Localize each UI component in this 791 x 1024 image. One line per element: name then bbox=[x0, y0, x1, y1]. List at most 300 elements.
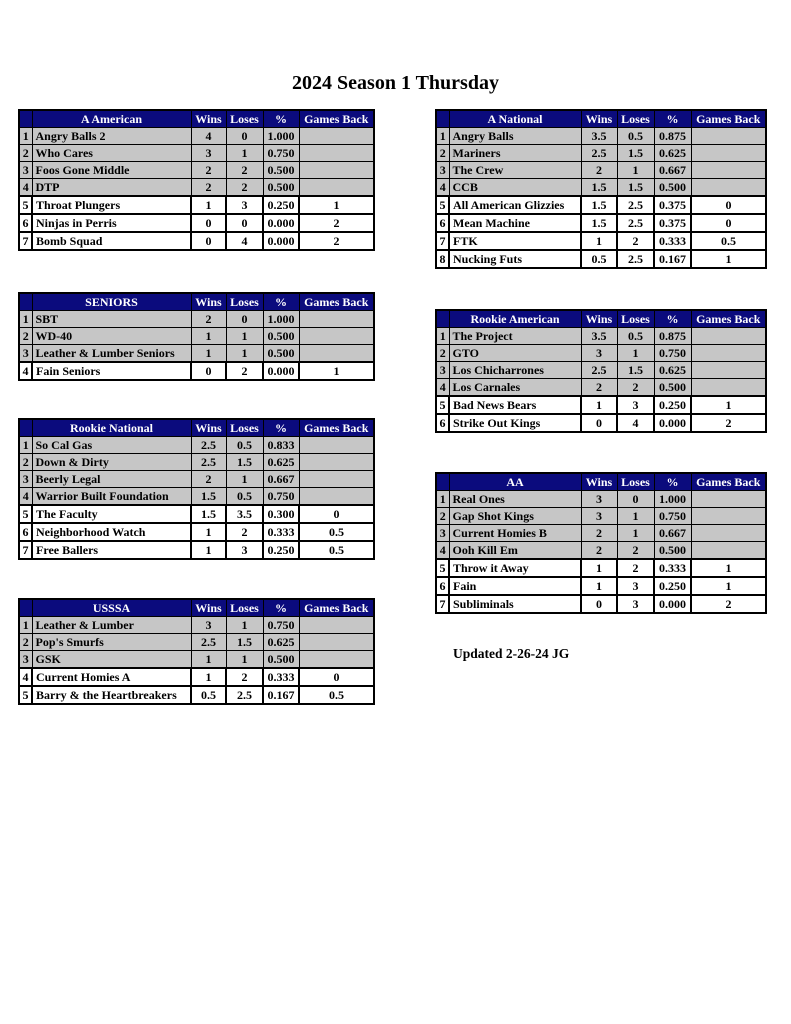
team-name-cell: CCB bbox=[449, 179, 581, 197]
team-name-cell: Mariners bbox=[449, 145, 581, 162]
team-row bbox=[19, 523, 374, 541]
loses-column-header: Loses bbox=[226, 599, 263, 617]
games-back-cell: 1 bbox=[299, 196, 374, 214]
wins-cell: 1 bbox=[191, 541, 226, 559]
team-name-cell: Foos Gone Middle bbox=[32, 162, 191, 179]
team-name-cell: Current Homies A bbox=[32, 668, 191, 686]
rank-cell: 4 bbox=[19, 362, 32, 380]
standings-table-aa bbox=[435, 472, 767, 614]
wins-cell: 1 bbox=[191, 668, 226, 686]
loses-cell: 1.5 bbox=[617, 179, 654, 197]
rank-cell: 6 bbox=[19, 214, 32, 232]
loses-cell: 3 bbox=[617, 396, 654, 414]
team-row bbox=[436, 379, 766, 397]
rank-cell: 4 bbox=[436, 379, 449, 397]
team-row bbox=[19, 668, 374, 686]
pct-cell: 0.167 bbox=[654, 250, 691, 268]
wins-cell: 1 bbox=[191, 345, 226, 363]
games-back-cell: 1 bbox=[691, 396, 766, 414]
team-row bbox=[436, 196, 766, 214]
games-back-cell: 1 bbox=[691, 250, 766, 268]
rank-column-header bbox=[436, 310, 449, 328]
loses-cell: 2 bbox=[226, 668, 263, 686]
games-back-cell bbox=[691, 179, 766, 197]
wins-cell: 1.5 bbox=[581, 179, 617, 197]
games-back-cell: 1 bbox=[299, 362, 374, 380]
pct-cell: 0.500 bbox=[263, 345, 299, 363]
team-row bbox=[436, 145, 766, 162]
team-name-cell: The Faculty bbox=[32, 505, 191, 523]
games-back-cell bbox=[299, 488, 374, 506]
rank-cell: 3 bbox=[19, 471, 32, 488]
rank-column-header bbox=[19, 293, 32, 311]
wins-cell: 1 bbox=[581, 232, 617, 250]
rank-cell: 4 bbox=[436, 179, 449, 197]
pct-cell: 0.667 bbox=[654, 525, 691, 542]
team-name-cell: Angry Balls 2 bbox=[32, 128, 191, 145]
wins-cell: 1 bbox=[191, 196, 226, 214]
pct-cell: 0.333 bbox=[263, 668, 299, 686]
team-row bbox=[436, 214, 766, 232]
loses-cell: 0 bbox=[226, 128, 263, 145]
loses-cell: 3.5 bbox=[226, 505, 263, 523]
loses-cell: 2 bbox=[617, 559, 654, 577]
standings-table-usssa bbox=[18, 598, 375, 705]
wins-cell: 2 bbox=[191, 162, 226, 179]
pct-cell: 0.750 bbox=[263, 488, 299, 506]
team-row bbox=[19, 454, 374, 471]
team-name-cell: Ninjas in Perris bbox=[32, 214, 191, 232]
loses-cell: 1 bbox=[617, 508, 654, 525]
rank-column-header bbox=[436, 473, 449, 491]
team-name-cell: Strike Out Kings bbox=[449, 414, 581, 432]
loses-cell: 1 bbox=[226, 617, 263, 634]
team-name-cell: Throw it Away bbox=[449, 559, 581, 577]
team-row bbox=[436, 162, 766, 179]
games-back-column-header: Games Back bbox=[299, 419, 374, 437]
team-row bbox=[436, 232, 766, 250]
games-back-column-header: Games Back bbox=[299, 293, 374, 311]
team-row bbox=[436, 577, 766, 595]
rank-cell: 2 bbox=[19, 454, 32, 471]
loses-cell: 1.5 bbox=[226, 454, 263, 471]
header-row bbox=[19, 293, 374, 311]
pct-cell: 0.000 bbox=[654, 414, 691, 432]
team-row bbox=[436, 250, 766, 268]
wins-cell: 4 bbox=[191, 128, 226, 145]
wins-column-header: Wins bbox=[191, 293, 226, 311]
pct-cell: 0.000 bbox=[654, 595, 691, 613]
team-name-cell: Leather & Lumber bbox=[32, 617, 191, 634]
games-back-cell: 2 bbox=[299, 232, 374, 250]
team-name-cell: All American Glizzies bbox=[449, 196, 581, 214]
team-name-cell: Bomb Squad bbox=[32, 232, 191, 250]
rank-cell: 3 bbox=[436, 525, 449, 542]
loses-cell: 3 bbox=[226, 541, 263, 559]
rank-cell: 7 bbox=[19, 541, 32, 559]
loses-cell: 2 bbox=[617, 379, 654, 397]
pct-column-header: % bbox=[654, 110, 691, 128]
team-row bbox=[436, 362, 766, 379]
league-name-header: Rookie National bbox=[32, 419, 191, 437]
pct-cell: 0.833 bbox=[263, 437, 299, 454]
wins-column-header: Wins bbox=[191, 599, 226, 617]
pct-cell: 0.500 bbox=[263, 162, 299, 179]
wins-cell: 0 bbox=[191, 362, 226, 380]
loses-cell: 0.5 bbox=[226, 437, 263, 454]
loses-column-header: Loses bbox=[226, 419, 263, 437]
team-name-cell: Barry & the Heartbreakers bbox=[32, 686, 191, 704]
loses-cell: 1 bbox=[617, 525, 654, 542]
rank-cell: 4 bbox=[436, 542, 449, 560]
wins-cell: 1.5 bbox=[191, 488, 226, 506]
standings-table-a-national bbox=[435, 109, 767, 269]
team-row bbox=[436, 345, 766, 362]
rank-cell: 4 bbox=[19, 668, 32, 686]
games-back-cell: 1 bbox=[691, 577, 766, 595]
team-row bbox=[19, 196, 374, 214]
team-row bbox=[19, 328, 374, 345]
wins-cell: 0 bbox=[191, 232, 226, 250]
team-row bbox=[19, 162, 374, 179]
games-back-cell: 0.5 bbox=[691, 232, 766, 250]
loses-cell: 1.5 bbox=[617, 145, 654, 162]
team-row bbox=[19, 505, 374, 523]
team-name-cell: FTK bbox=[449, 232, 581, 250]
wins-cell: 0 bbox=[581, 595, 617, 613]
games-back-cell bbox=[691, 379, 766, 397]
pct-cell: 0.333 bbox=[263, 523, 299, 541]
wins-cell: 2 bbox=[581, 525, 617, 542]
team-name-cell: Fain Seniors bbox=[32, 362, 191, 380]
loses-cell: 1 bbox=[617, 162, 654, 179]
team-row bbox=[19, 214, 374, 232]
loses-cell: 1 bbox=[226, 471, 263, 488]
games-back-column-header: Games Back bbox=[691, 110, 766, 128]
wins-cell: 2 bbox=[191, 179, 226, 197]
team-name-cell: DTP bbox=[32, 179, 191, 197]
loses-cell: 2 bbox=[226, 162, 263, 179]
loses-column-header: Loses bbox=[617, 110, 654, 128]
pct-column-header: % bbox=[263, 419, 299, 437]
team-name-cell: SBT bbox=[32, 311, 191, 328]
games-back-cell bbox=[691, 128, 766, 145]
loses-cell: 2 bbox=[226, 179, 263, 197]
wins-cell: 2.5 bbox=[581, 362, 617, 379]
loses-cell: 1 bbox=[226, 651, 263, 669]
team-name-cell: Los Carnales bbox=[449, 379, 581, 397]
pct-cell: 1.000 bbox=[263, 128, 299, 145]
team-row bbox=[19, 362, 374, 380]
pct-column-header: % bbox=[263, 293, 299, 311]
wins-cell: 2.5 bbox=[191, 454, 226, 471]
team-row bbox=[436, 542, 766, 560]
games-back-cell bbox=[691, 362, 766, 379]
wins-column-header: Wins bbox=[581, 310, 617, 328]
games-back-cell bbox=[691, 525, 766, 542]
pct-cell: 0.167 bbox=[263, 686, 299, 704]
wins-cell: 0 bbox=[581, 414, 617, 432]
rank-cell: 6 bbox=[436, 577, 449, 595]
rank-cell: 6 bbox=[436, 214, 449, 232]
loses-cell: 2 bbox=[617, 232, 654, 250]
team-row bbox=[436, 559, 766, 577]
loses-cell: 0.5 bbox=[617, 328, 654, 345]
pct-cell: 0.750 bbox=[654, 345, 691, 362]
pct-cell: 0.250 bbox=[654, 396, 691, 414]
team-name-cell: Pop's Smurfs bbox=[32, 634, 191, 651]
rank-cell: 7 bbox=[436, 595, 449, 613]
games-back-cell bbox=[299, 471, 374, 488]
games-back-cell: 0.5 bbox=[299, 541, 374, 559]
wins-cell: 3.5 bbox=[581, 128, 617, 145]
games-back-cell: 2 bbox=[691, 595, 766, 613]
wins-column-header: Wins bbox=[191, 419, 226, 437]
games-back-cell: 0 bbox=[299, 505, 374, 523]
team-row bbox=[19, 617, 374, 634]
wins-cell: 1 bbox=[191, 651, 226, 669]
pct-cell: 0.000 bbox=[263, 232, 299, 250]
loses-column-header: Loses bbox=[617, 473, 654, 491]
rank-cell: 7 bbox=[436, 232, 449, 250]
wins-cell: 1 bbox=[191, 523, 226, 541]
loses-cell: 2 bbox=[226, 523, 263, 541]
team-name-cell: Leather & Lumber Seniors bbox=[32, 345, 191, 363]
team-row bbox=[436, 328, 766, 345]
rank-cell: 4 bbox=[19, 488, 32, 506]
team-row bbox=[19, 488, 374, 506]
team-name-cell: Throat Plungers bbox=[32, 196, 191, 214]
team-name-cell: Mean Machine bbox=[449, 214, 581, 232]
team-name-cell: GSK bbox=[32, 651, 191, 669]
games-back-cell bbox=[691, 145, 766, 162]
loses-column-header: Loses bbox=[226, 293, 263, 311]
games-back-cell: 0.5 bbox=[299, 523, 374, 541]
pct-cell: 0.300 bbox=[263, 505, 299, 523]
rank-cell: 3 bbox=[19, 162, 32, 179]
loses-cell: 4 bbox=[617, 414, 654, 432]
team-row bbox=[436, 396, 766, 414]
loses-cell: 2 bbox=[617, 542, 654, 560]
wins-cell: 3.5 bbox=[581, 328, 617, 345]
pct-cell: 0.375 bbox=[654, 196, 691, 214]
games-back-cell: 0 bbox=[691, 214, 766, 232]
rank-cell: 3 bbox=[19, 651, 32, 669]
rank-cell: 1 bbox=[436, 128, 449, 145]
loses-cell: 0.5 bbox=[617, 128, 654, 145]
games-back-cell: 0.5 bbox=[299, 686, 374, 704]
loses-column-header: Loses bbox=[617, 310, 654, 328]
pct-cell: 0.625 bbox=[263, 634, 299, 651]
rank-cell: 5 bbox=[19, 686, 32, 704]
rank-column-header bbox=[19, 110, 32, 128]
rank-cell: 2 bbox=[436, 145, 449, 162]
rank-column-header bbox=[436, 110, 449, 128]
loses-cell: 4 bbox=[226, 232, 263, 250]
team-name-cell: Down & Dirty bbox=[32, 454, 191, 471]
pct-cell: 0.625 bbox=[654, 145, 691, 162]
standings-table-seniors bbox=[18, 292, 375, 381]
league-name-header: SENIORS bbox=[32, 293, 191, 311]
rank-cell: 5 bbox=[436, 559, 449, 577]
pct-cell: 0.000 bbox=[263, 362, 299, 380]
games-back-column-header: Games Back bbox=[691, 473, 766, 491]
rank-cell: 5 bbox=[436, 396, 449, 414]
standings-table-a-american bbox=[18, 109, 375, 251]
loses-cell: 0 bbox=[226, 214, 263, 232]
loses-column-header: Loses bbox=[226, 110, 263, 128]
loses-cell: 2.5 bbox=[617, 214, 654, 232]
rank-cell: 2 bbox=[19, 145, 32, 162]
team-name-cell: Beerly Legal bbox=[32, 471, 191, 488]
team-name-cell: GTO bbox=[449, 345, 581, 362]
pct-cell: 0.750 bbox=[263, 145, 299, 162]
games-back-cell: 1 bbox=[691, 559, 766, 577]
loses-cell: 2.5 bbox=[617, 196, 654, 214]
pct-column-header: % bbox=[263, 599, 299, 617]
team-row bbox=[19, 471, 374, 488]
standings-table-rookie-american bbox=[435, 309, 767, 433]
games-back-cell: 2 bbox=[299, 214, 374, 232]
loses-cell: 1.5 bbox=[617, 362, 654, 379]
pct-cell: 0.250 bbox=[263, 196, 299, 214]
wins-cell: 3 bbox=[581, 345, 617, 362]
wins-cell: 0.5 bbox=[191, 686, 226, 704]
team-name-cell: Nucking Futs bbox=[449, 250, 581, 268]
wins-cell: 2.5 bbox=[191, 634, 226, 651]
games-back-cell bbox=[691, 491, 766, 508]
rank-cell: 1 bbox=[19, 128, 32, 145]
games-back-column-header: Games Back bbox=[299, 110, 374, 128]
games-back-cell bbox=[299, 128, 374, 145]
wins-cell: 1 bbox=[581, 577, 617, 595]
team-name-cell: Gap Shot Kings bbox=[449, 508, 581, 525]
pct-cell: 0.000 bbox=[263, 214, 299, 232]
league-name-header: Rookie American bbox=[449, 310, 581, 328]
pct-cell: 0.500 bbox=[263, 651, 299, 669]
team-row bbox=[19, 686, 374, 704]
games-back-column-header: Games Back bbox=[691, 310, 766, 328]
wins-cell: 3 bbox=[191, 145, 226, 162]
team-row bbox=[19, 651, 374, 669]
rank-cell: 2 bbox=[436, 508, 449, 525]
games-back-column-header: Games Back bbox=[299, 599, 374, 617]
team-row bbox=[436, 414, 766, 432]
rank-cell: 1 bbox=[19, 437, 32, 454]
games-back-cell bbox=[299, 651, 374, 669]
team-row bbox=[19, 232, 374, 250]
wins-cell: 1 bbox=[581, 559, 617, 577]
rank-cell: 1 bbox=[436, 328, 449, 345]
games-back-cell: 0 bbox=[299, 668, 374, 686]
loses-cell: 1.5 bbox=[226, 634, 263, 651]
rank-cell: 3 bbox=[436, 162, 449, 179]
wins-cell: 1 bbox=[581, 396, 617, 414]
rank-cell: 5 bbox=[436, 196, 449, 214]
team-row bbox=[436, 179, 766, 197]
team-name-cell: Ooh Kill Em bbox=[449, 542, 581, 560]
rank-cell: 1 bbox=[436, 491, 449, 508]
rank-cell: 6 bbox=[436, 414, 449, 432]
rank-cell: 2 bbox=[19, 634, 32, 651]
games-back-cell bbox=[691, 162, 766, 179]
games-back-cell bbox=[299, 162, 374, 179]
pct-cell: 0.333 bbox=[654, 232, 691, 250]
games-back-cell bbox=[299, 634, 374, 651]
loses-cell: 3 bbox=[617, 577, 654, 595]
loses-cell: 2.5 bbox=[226, 686, 263, 704]
team-name-cell: Real Ones bbox=[449, 491, 581, 508]
games-back-cell bbox=[691, 508, 766, 525]
wins-cell: 2 bbox=[191, 471, 226, 488]
standings-table-rookie-national bbox=[18, 418, 375, 560]
league-name-header: A American bbox=[32, 110, 191, 128]
team-row bbox=[19, 145, 374, 162]
team-name-cell: Angry Balls bbox=[449, 128, 581, 145]
games-back-cell bbox=[691, 328, 766, 345]
games-back-cell bbox=[299, 454, 374, 471]
pct-column-header: % bbox=[263, 110, 299, 128]
loses-cell: 3 bbox=[226, 196, 263, 214]
team-name-cell: Los Chicharrones bbox=[449, 362, 581, 379]
header-row bbox=[19, 599, 374, 617]
pct-cell: 1.000 bbox=[654, 491, 691, 508]
team-name-cell: Bad News Bears bbox=[449, 396, 581, 414]
games-back-cell bbox=[691, 345, 766, 362]
loses-cell: 1 bbox=[226, 345, 263, 363]
pct-column-header: % bbox=[654, 473, 691, 491]
header-row bbox=[19, 110, 374, 128]
rank-cell: 3 bbox=[436, 362, 449, 379]
wins-cell: 2 bbox=[581, 542, 617, 560]
team-name-cell: Neighborhood Watch bbox=[32, 523, 191, 541]
team-name-cell: Fain bbox=[449, 577, 581, 595]
games-back-cell bbox=[299, 617, 374, 634]
team-name-cell: Free Ballers bbox=[32, 541, 191, 559]
wins-cell: 3 bbox=[581, 491, 617, 508]
rank-column-header bbox=[19, 419, 32, 437]
league-name-header: A National bbox=[449, 110, 581, 128]
loses-cell: 0.5 bbox=[226, 488, 263, 506]
team-row bbox=[19, 311, 374, 328]
wins-column-header: Wins bbox=[581, 473, 617, 491]
wins-cell: 2.5 bbox=[191, 437, 226, 454]
wins-cell: 0.5 bbox=[581, 250, 617, 268]
pct-cell: 0.500 bbox=[654, 542, 691, 560]
wins-cell: 3 bbox=[191, 617, 226, 634]
pct-cell: 1.000 bbox=[263, 311, 299, 328]
wins-cell: 2 bbox=[191, 311, 226, 328]
wins-cell: 1.5 bbox=[581, 196, 617, 214]
team-row bbox=[436, 508, 766, 525]
rank-cell: 6 bbox=[19, 523, 32, 541]
pct-column-header: % bbox=[654, 310, 691, 328]
loses-cell: 1 bbox=[617, 345, 654, 362]
wins-cell: 2 bbox=[581, 162, 617, 179]
rank-cell: 7 bbox=[19, 232, 32, 250]
games-back-cell bbox=[299, 311, 374, 328]
rank-cell: 8 bbox=[436, 250, 449, 268]
games-back-cell bbox=[299, 345, 374, 363]
pct-cell: 0.667 bbox=[654, 162, 691, 179]
team-row bbox=[19, 179, 374, 197]
pct-cell: 0.625 bbox=[263, 454, 299, 471]
rank-cell: 4 bbox=[19, 179, 32, 197]
page-title: 2024 Season 1 Thursday bbox=[292, 72, 499, 94]
wins-cell: 1 bbox=[191, 328, 226, 345]
pct-cell: 0.625 bbox=[654, 362, 691, 379]
pct-cell: 0.250 bbox=[654, 577, 691, 595]
